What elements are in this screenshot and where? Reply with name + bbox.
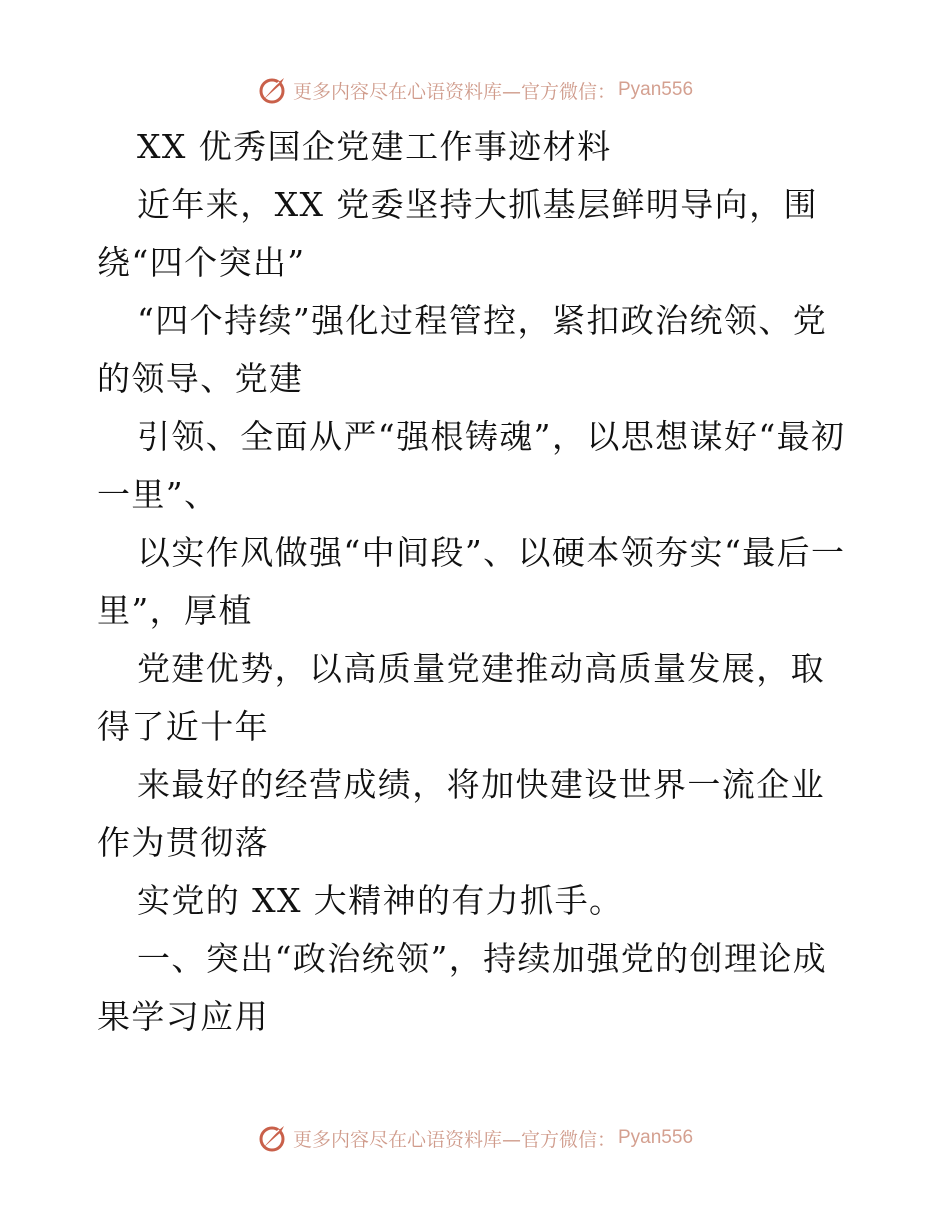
paragraph-1: 近年来，XX 党委坚持大抓基层鲜明导向，围绕“四个突出” [97, 185, 818, 282]
paragraph-3: 引领、全面从严“强根铸魂”，以思想谋好“最初一里”、 [97, 417, 846, 514]
paragraph-7: 实党的 XX 大精神的有力抓手。 [137, 881, 624, 920]
watermark-account: Pyan556 [618, 1127, 694, 1148]
paragraph-6: 来最好的经营成绩，将加快建设世界一流企业作为贯彻落 [97, 765, 825, 862]
footer-watermark [0, 1118, 950, 1158]
watermark-text: 更多内容尽在心语资料库—官方微信： [292, 1128, 616, 1151]
watermark-account: Pyan556 [618, 79, 694, 100]
quill-pen-seal-icon [257, 74, 289, 106]
quill-pen-seal-icon [257, 1122, 289, 1154]
document-title: XX 优秀国企党建工作事迹材料 [137, 127, 612, 166]
paragraph-5: 党建优势，以高质量党建推动高质量发展，取得了近十年 [97, 649, 825, 746]
header-watermark [0, 70, 950, 110]
paragraph-2: “四个持续”强化过程管控，紧扣政治统领、党的领导、党建 [97, 301, 828, 398]
section-heading-1: 一、突出“政治统领”，持续加强党的创理论成果学习应用 [97, 939, 828, 1036]
watermark-text: 更多内容尽在心语资料库—官方微信： [292, 80, 616, 103]
paragraph-4: 以实作风做强“中间段”、以硬本领夯实“最后一里”，厚植 [97, 533, 846, 630]
document-body [97, 118, 857, 1046]
